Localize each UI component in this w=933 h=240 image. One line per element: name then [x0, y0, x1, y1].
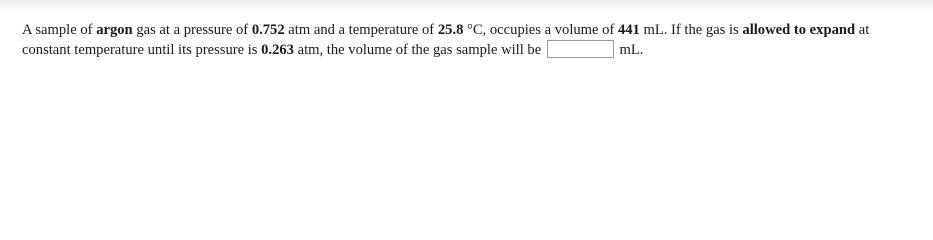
final-pressure-value: 0.263	[261, 42, 294, 58]
question-text-segment: °C, occupies a volume of	[463, 22, 618, 38]
question-text-segment: A sample of	[22, 22, 97, 38]
question-text	[22, 20, 922, 60]
initial-pressure-value: 0.752	[251, 22, 285, 38]
answer-unit-label: mL.	[619, 42, 644, 58]
question-text-segment: mL. If the gas is	[639, 22, 743, 38]
initial-volume-value: 441	[617, 22, 640, 38]
volume-answer-input[interactable]	[547, 40, 614, 58]
question-text-segment: at	[855, 22, 870, 38]
temperature-value: 25.8	[437, 22, 464, 38]
question-line-1	[22, 20, 922, 40]
question-text-segment: gas at a pressure of	[132, 22, 252, 38]
question-line-2	[22, 40, 922, 60]
process-description: allowed to expand	[742, 22, 856, 38]
question-text-segment: atm and a temperature of	[284, 22, 438, 38]
question-text-segment: constant temperature until its pressure is	[22, 42, 262, 58]
gas-name: argon	[96, 22, 133, 38]
top-separator-fade	[0, 0, 933, 12]
question-text-segment: atm, the volume of the gas sample will be	[293, 42, 545, 58]
